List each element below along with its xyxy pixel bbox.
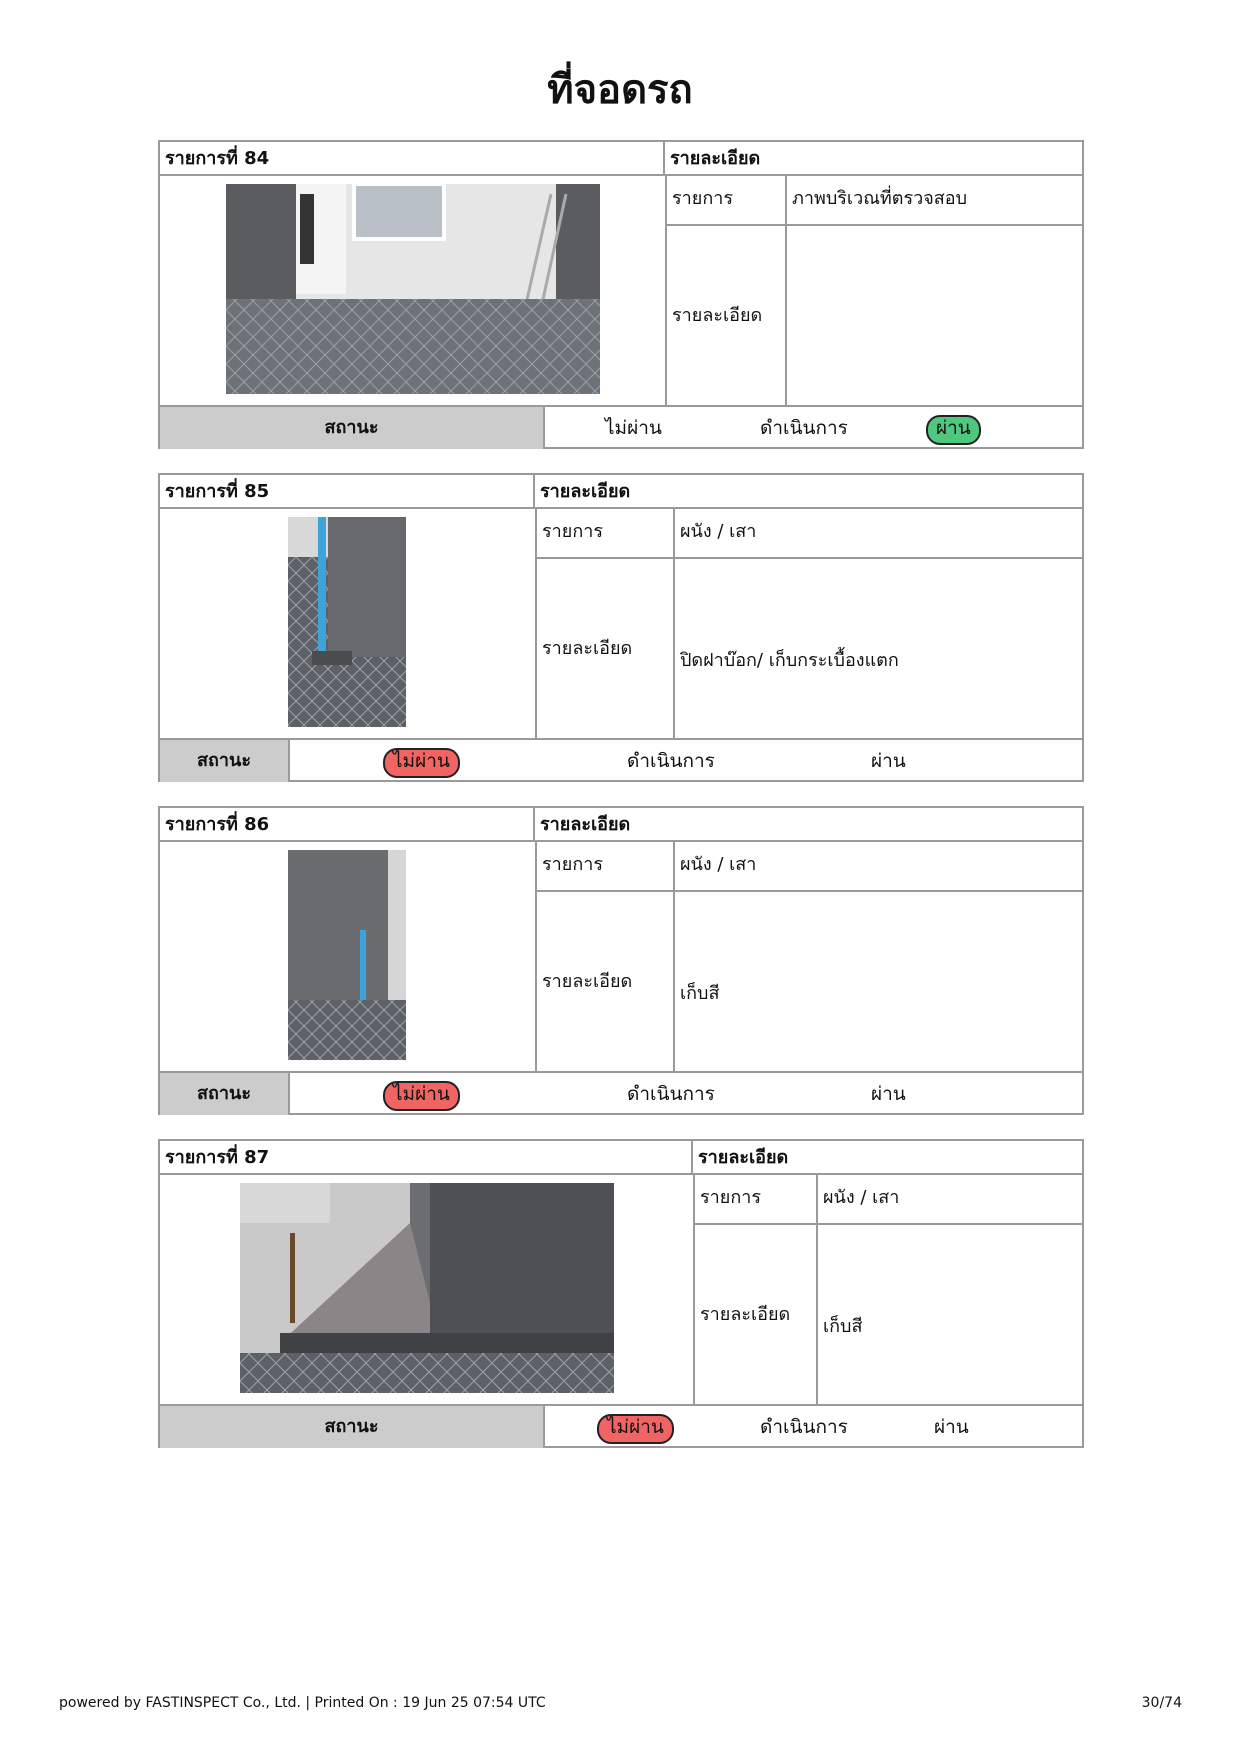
detail-header: รายละเอียด [535,475,1082,509]
detail-value [787,226,1082,405]
detail-label: รายละเอียด [542,971,633,992]
detail-header: รายละเอียด [535,808,1082,842]
inspection-photo [226,184,600,394]
detail-value: เก็บสี [823,1316,863,1337]
inspection-card-87 [158,1139,1084,1448]
garage-room-photo [226,184,600,394]
pass-option-selected[interactable]: ผ่าน [926,415,981,445]
status-label: สถานะ [160,1406,545,1448]
item-value: ผนัง / เสา [680,521,757,542]
inspection-card-86 [158,806,1084,1115]
card-title: รายการที่ 85 [160,475,535,509]
status-row [160,1404,1082,1448]
status-label: สถานะ [160,407,545,449]
in-progress-option[interactable]: ดำเนินการ [760,1416,848,1438]
in-progress-option[interactable]: ดำเนินการ [627,1083,715,1105]
item-value: ภาพบริเวณที่ตรวจสอบ [792,188,967,209]
card-title: รายการที่ 86 [160,808,535,842]
page-title: ที่จอดรถ [547,67,693,113]
detail-label: รายละเอียด [700,1304,791,1325]
status-row [160,1071,1082,1115]
item-label: รายการ [672,188,733,209]
in-progress-option[interactable]: ดำเนินการ [760,417,848,439]
detail-label: รายละเอียด [542,638,633,659]
item-label: รายการ [542,521,603,542]
detail-label: รายละเอียด [672,305,763,326]
inspection-photo [288,850,406,1060]
inspection-card-84 [158,140,1084,449]
inspection-photo [240,1183,614,1393]
detail-value: ปิดฝาบ๊อก/ เก็บกระเบื้องแตก [680,650,899,671]
item-label: รายการ [700,1187,761,1208]
pass-option[interactable]: ผ่าน [871,1083,906,1105]
status-label: สถานะ [160,740,290,782]
pass-option[interactable]: ผ่าน [934,1416,969,1438]
fail-option[interactable]: ไม่ผ่าน [605,417,662,439]
item-value: ผนัง / เสา [823,1187,900,1208]
fail-option-selected[interactable]: ไม่ผ่าน [383,748,460,778]
item-label: รายการ [542,854,603,875]
status-row [160,738,1082,782]
fail-option-selected[interactable]: ไม่ผ่าน [383,1081,460,1111]
detail-value: เก็บสี [680,983,720,1004]
wall-step-photo [240,1183,614,1393]
footer-page-number: 30/74 [1141,1695,1182,1711]
inspection-card-85 [158,473,1084,782]
inspection-photo [288,517,406,727]
pass-option[interactable]: ผ่าน [871,750,906,772]
footer-powered-by: powered by FASTINSPECT Co., Ltd. | Printed On : 19 Jun 25 07:54 UTC [59,1695,546,1711]
detail-header: รายละเอียด [693,1141,1082,1175]
wall-column-photo [288,517,406,727]
card-title: รายการที่ 87 [160,1141,693,1175]
item-value: ผนัง / เสา [680,854,757,875]
wall-column-photo [288,850,406,1060]
status-row [160,405,1082,449]
detail-header: รายละเอียด [665,142,1082,176]
in-progress-option[interactable]: ดำเนินการ [627,750,715,772]
card-title: รายการที่ 84 [160,142,665,176]
status-label: สถานะ [160,1073,290,1115]
fail-option-selected[interactable]: ไม่ผ่าน [597,1414,674,1444]
